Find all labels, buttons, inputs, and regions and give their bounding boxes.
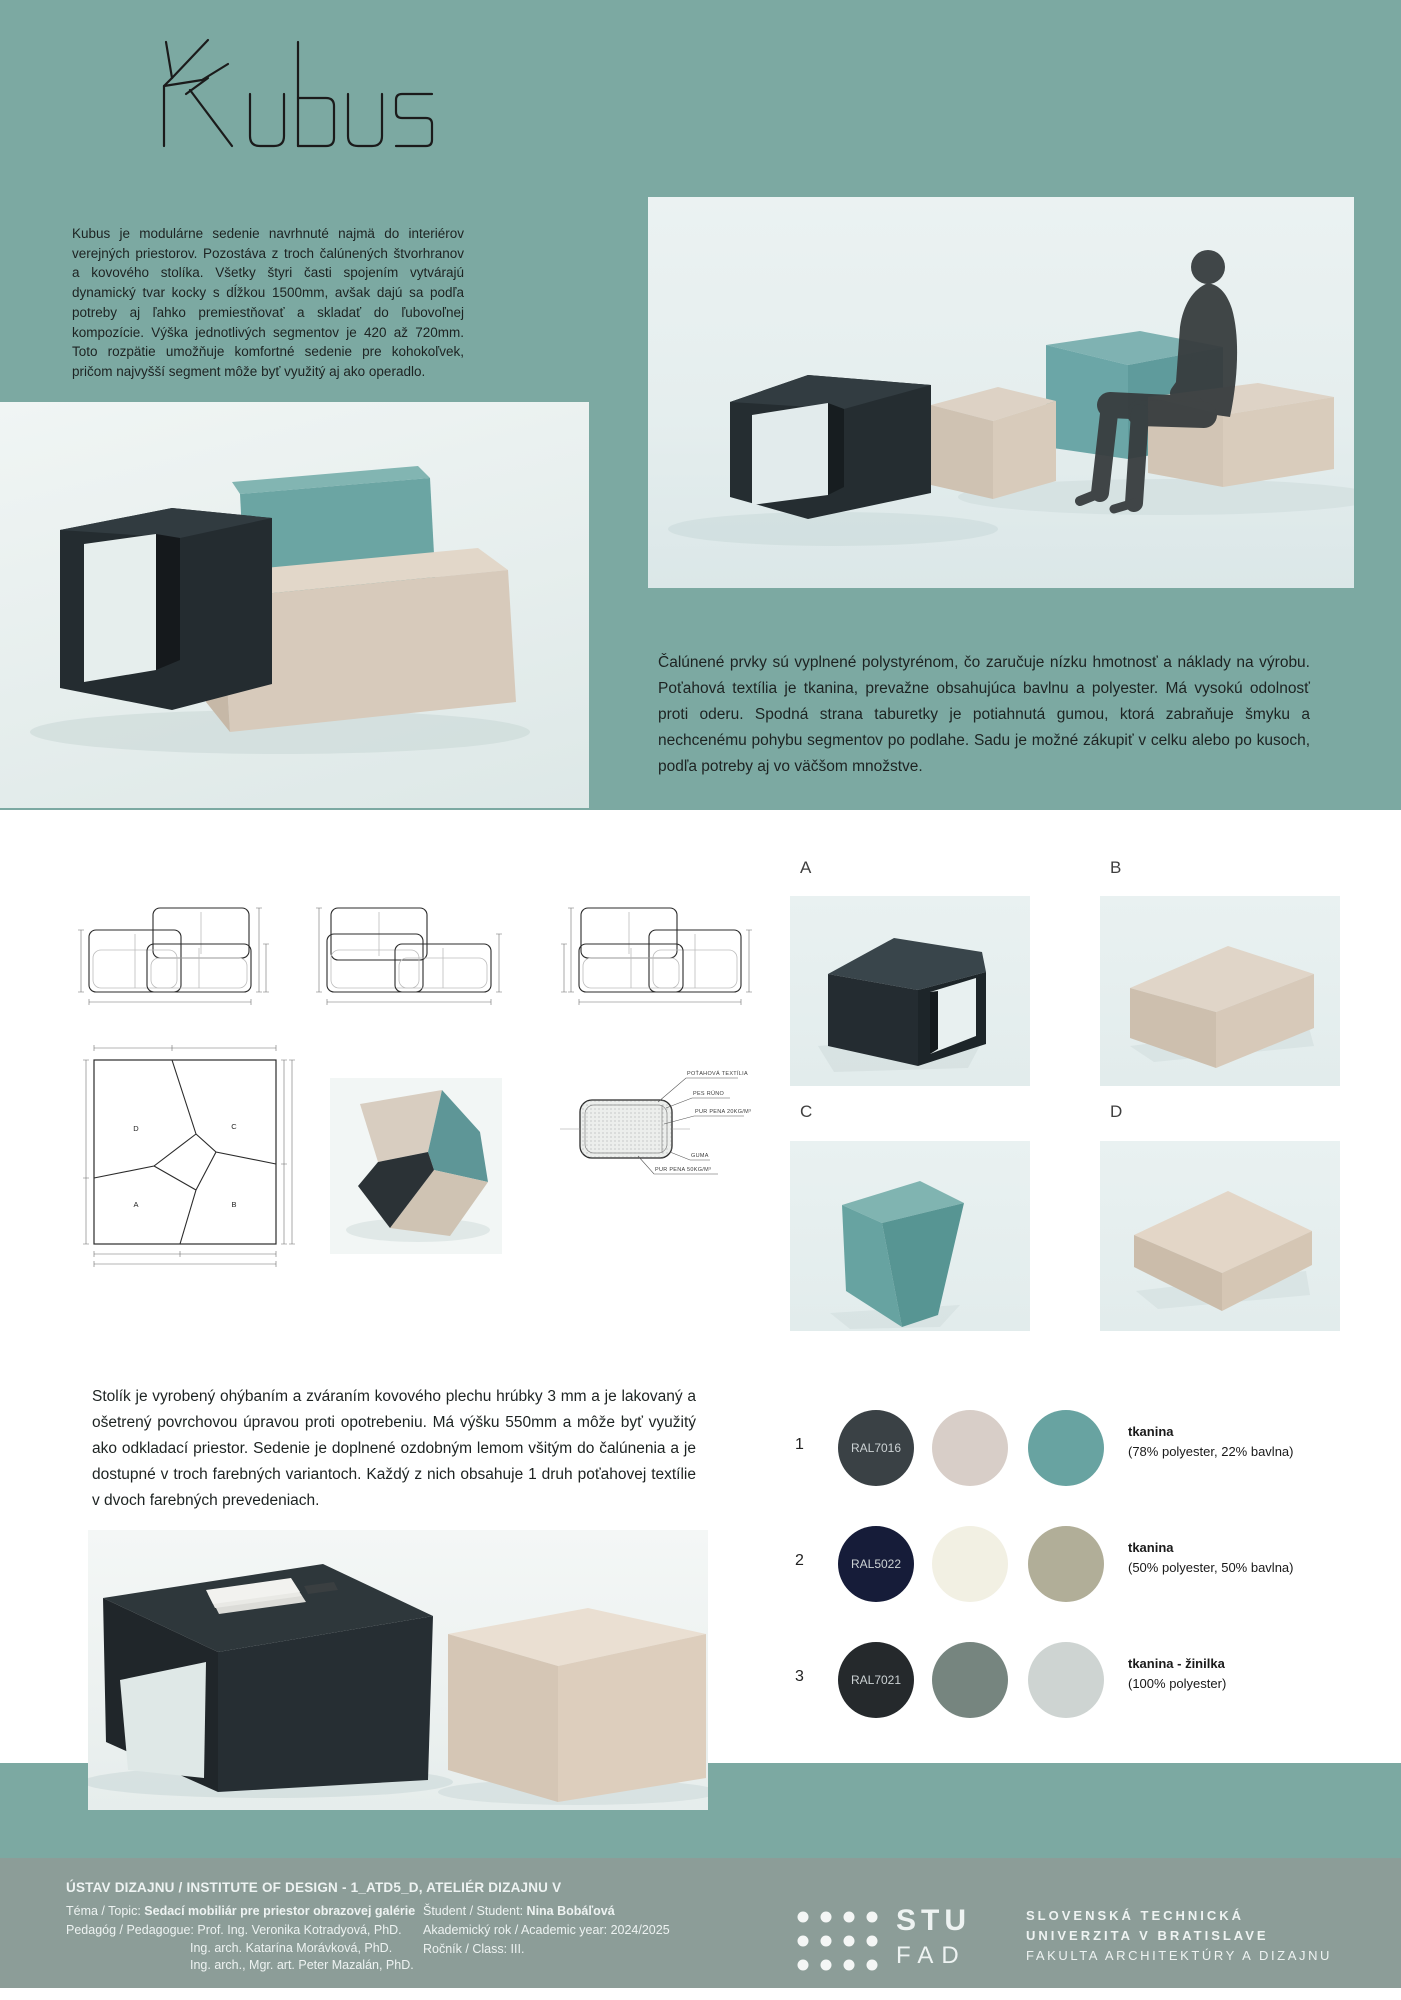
fabric-composition: (78% polyester, 22% bavlna) (1128, 1444, 1294, 1459)
plan-label-a: A (133, 1200, 139, 1209)
cushion-section-drawing (558, 1052, 773, 1177)
fabric-swatch-1 (932, 1642, 1008, 1718)
stu-logo-text: STU (896, 1904, 971, 1937)
pedagogue-label: Pedagóg / Pedagogue: (66, 1923, 198, 1937)
student-line (423, 1904, 615, 1918)
pedagogue-name-2: Ing. arch. Katarína Morávková, PhD. (190, 1941, 393, 1955)
segment-photo-b (1100, 896, 1340, 1086)
ral-code: RAL7021 (850, 1673, 902, 1687)
year-label: Akademický rok / Academic year: (423, 1923, 611, 1937)
segment-label-b: B (1110, 858, 1122, 877)
class-value: III. (510, 1942, 525, 1956)
composition-render-illustration (0, 402, 589, 808)
fabric-composition: (50% polyester, 50% bavlna) (1128, 1560, 1294, 1575)
plan-drawing (78, 1038, 308, 1270)
top-view-photo (330, 1078, 502, 1254)
fabric-swatch-2 (1028, 1642, 1104, 1718)
ral-code: RAL7016 (850, 1441, 902, 1455)
table-detail-photo (88, 1530, 708, 1810)
variant-number: 1 (795, 1436, 804, 1453)
fabric-swatch-1 (932, 1526, 1008, 1602)
segment-label-c: C (800, 1102, 813, 1121)
detail-label-foam20: PUR PENA 20KG/M³ (695, 1109, 752, 1115)
variant-number: 3 (795, 1668, 804, 1685)
segment-label-a: A (800, 858, 812, 877)
topic-label: Téma / Topic: (66, 1904, 145, 1918)
pedagogue-line (66, 1923, 402, 1937)
pouf-c-illustration (790, 1141, 1030, 1331)
variant-row-3 (790, 1636, 1330, 1724)
composition-render-photo (0, 402, 589, 808)
variant-swatches (830, 1522, 1110, 1606)
pouf-b-illustration (1100, 896, 1340, 1086)
pedagogue-name-3: Ing. arch., Mgr. art. Peter Mazalán, PhD. (190, 1958, 414, 1972)
student-value: Nina Bobáľová (526, 1904, 615, 1918)
variant-swatches (830, 1406, 1110, 1490)
table-detail-illustration (88, 1530, 708, 1810)
institute-title: ÚSTAV DIZAJNU / INSTITUTE OF DESIGN - 1_ATD5_D, ATELIÉR DIZAJNU V (66, 1880, 562, 1895)
topic-value: Sedací mobiliár pre priestor obrazovej galérie (144, 1904, 416, 1918)
table-paragraph: Stolík je vyrobený ohýbaním a zváraním kovového plechu hrúbky 3 mm a je lakovaný a ošetrený povrchovou úpravou proti opotrebeniu. Má výšku 550mm a môže byť využitý ako odkladací priestor. Sedenie je doplnené ozdobným lemom všitým do čalúnenia a je dostupné v troch farebných variantoch. Každý z nich obsahuje 1 druh poťahovej textílie v dvoch farebných prevedeniach. (92, 1388, 696, 1509)
pouf-d-illustration (1100, 1141, 1340, 1331)
stu-fad-logo-dots (795, 1905, 885, 1975)
class-label: Ročník / Class: (423, 1942, 511, 1956)
segment-photo-a (790, 896, 1030, 1086)
elevation-drawings (75, 900, 755, 1015)
fabric-swatch-2 (1028, 1526, 1104, 1602)
intro-paragraph: Kubus je modulárne sedenie navrhnuté najmä do interiérov verejných priestorov. Pozostáva z troch čalúnených štvorhranov a kovového stolíka. Všetky štyri časti spojením vytvárajú dynamický tvar kocky s dĺžkou 1500mm, avšak dajú sa podľa potreby aj ľahko premiestňovať a skladať do ľubovoľnej kompozície. Výška jednotlivých segmentov je 420 až 720mm. Toto rozpätie umožňuje komfortné sedenie pre kohokoľvek, pričom najvyšší segment môže byť využitý aj ako operadlo. (72, 226, 464, 379)
fabric-swatch-2 (1028, 1410, 1104, 1486)
table-illustration (790, 896, 1030, 1086)
kubus-logo (150, 38, 440, 150)
plan-label-d: D (133, 1124, 139, 1133)
variant-row-1 (790, 1404, 1330, 1492)
top-view-illustration (330, 1078, 502, 1254)
year-line (423, 1923, 670, 1937)
detail-label-fabric: POŤAHOVÁ TEXTÍLIA (687, 1071, 748, 1077)
segment-photo-d (1100, 1141, 1340, 1331)
footer (0, 1858, 1401, 1988)
main-render-illustration (648, 197, 1354, 588)
segment-photo-c (790, 1141, 1030, 1331)
topic-line (66, 1904, 415, 1918)
plan-label-c: C (231, 1122, 237, 1131)
segment-label-d: D (1110, 1102, 1123, 1121)
ral-code: RAL5022 (850, 1557, 902, 1571)
fad-logo-text: FAD (896, 1942, 967, 1969)
university-line-2: UNIVERZITA V BRATISLAVE (1026, 1928, 1269, 1943)
fabric-type: tkanina (1128, 1540, 1174, 1555)
detail-label-foam50: PUR PENA 50KG/M³ (655, 1167, 712, 1173)
fabric-swatch-1 (932, 1410, 1008, 1486)
main-render-photo (648, 197, 1354, 588)
class-line (423, 1942, 524, 1956)
fabric-type: tkanina (1128, 1424, 1174, 1439)
year-value: 2024/2025 (610, 1923, 670, 1937)
university-line-3: FAKULTA ARCHITEKTÚRY A DIZAJNU (1026, 1948, 1333, 1963)
plan-label-b: B (231, 1200, 237, 1209)
student-label: Študent / Student: (423, 1904, 527, 1918)
detail-label-rubber: GUMA (691, 1153, 709, 1159)
university-line-1: SLOVENSKÁ TECHNICKÁ (1026, 1908, 1245, 1923)
variant-number: 2 (795, 1552, 804, 1569)
variant-swatches (830, 1638, 1110, 1722)
fabric-composition: (100% polyester) (1128, 1676, 1227, 1691)
variant-row-2 (790, 1520, 1330, 1608)
pedagogue-name-1: Prof. Ing. Veronika Kotradyová, PhD. (197, 1923, 402, 1937)
materials-paragraph: Čalúnené prvky sú vyplnené polystyrénom, čo zaručuje nízku hmotnosť a náklady na výrobu. Poťahová textília je tkanina, prevažne obsahujúca bavlnu a polyester. Má vysokú odolnosť proti oderu. Spodná strana taburetky je potiahnutá gumou, ktorá zabraňuje šmyku a nechcenému pohybu segmentov po podlahe. Sadu je možné zákupiť v celku alebo po kusoch, podľa potreby aj vo väčšom množstve. (658, 654, 1310, 775)
detail-label-fleece: PES RÚNO (693, 1091, 725, 1097)
fabric-type: tkanina - žinilka (1128, 1656, 1225, 1671)
